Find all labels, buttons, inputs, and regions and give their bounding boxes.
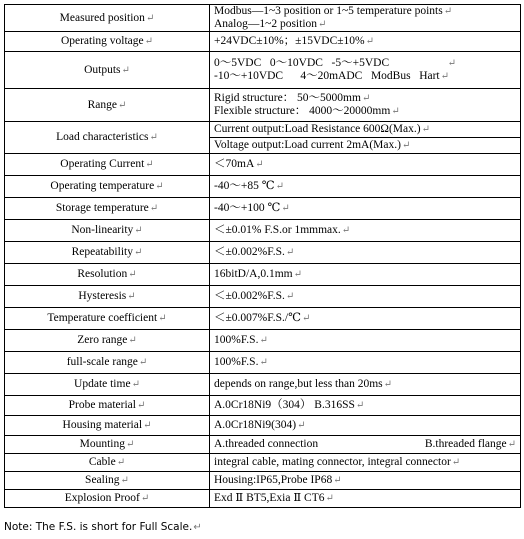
row-label: Non-linearity↵ (5, 220, 210, 242)
row-label: Probe material↵ (5, 396, 210, 416)
table-row (5, 330, 521, 352)
table-row (5, 198, 521, 220)
row-label: Operating Current↵ (5, 154, 210, 176)
table-row (5, 490, 521, 508)
row-label: Hysteresis↵ (5, 286, 210, 308)
table-row (5, 352, 521, 374)
row-label: Cable↵ (5, 454, 210, 472)
table-row (5, 472, 521, 490)
row-value: +24VDC±10%；±15VDC±10%↵ (210, 32, 521, 52)
row-value: integral cable, mating connector, integral connector↵ (210, 454, 521, 472)
row-label: Outputs↵ (5, 52, 210, 89)
row-label: Operating voltage↵ (5, 32, 210, 52)
row-label: Mounting↵ (5, 436, 210, 454)
row-label: Storage temperature↵ (5, 198, 210, 220)
table-row (5, 52, 521, 89)
row-value: Exd Ⅱ BT5,Exia Ⅱ CT6↵ (210, 490, 521, 508)
table-row (5, 308, 521, 330)
row-value: depends on range,but less than 20ms↵ (210, 374, 521, 396)
table-row (5, 220, 521, 242)
row-label: Temperature coefficient↵ (5, 308, 210, 330)
table-row (5, 374, 521, 396)
row-label: Housing material↵ (5, 416, 210, 436)
table-row (5, 286, 521, 308)
table-row (5, 396, 521, 416)
row-value: ＜±0.002%F.S.↵ (210, 242, 521, 264)
row-value: -40～+100 ℃↵ (210, 198, 521, 220)
table-row (5, 436, 521, 454)
row-label: Update time↵ (5, 374, 210, 396)
row-value: ＜±0.007%F.S./℃↵ (210, 308, 521, 330)
row-value: A.0Cr18Ni9(304)↵ (210, 416, 521, 436)
row-value: ＜70mA↵ (210, 154, 521, 176)
specification-table (4, 4, 521, 508)
row-value: Housing:IP65,Probe IP68↵ (210, 472, 521, 490)
row-value: 100%F.S.↵ (210, 352, 521, 374)
row-value: -40～+85 ℃↵ (210, 176, 521, 198)
row-value: A.threaded connection B.threaded flange↵ (210, 436, 521, 454)
table-row (5, 264, 521, 286)
table-row (5, 242, 521, 264)
row-label: Range↵ (5, 89, 210, 122)
row-value: Current output:Load Resistance 600Ω(Max.)↵ (210, 122, 521, 138)
row-label: Explosion Proof↵ (5, 490, 210, 508)
table-row (5, 5, 521, 32)
row-value: A.0Cr18Ni9（304） B.316SS↵ (210, 396, 521, 416)
table-row (5, 176, 521, 198)
row-value: ＜±0.01% F.S.or 1mmmax.↵ (210, 220, 521, 242)
table-row (5, 32, 521, 52)
table-row (5, 122, 521, 138)
table-row (5, 89, 521, 122)
row-value: ＜±0.002%F.S.↵ (210, 286, 521, 308)
row-label: Zero range↵ (5, 330, 210, 352)
row-label: Sealing↵ (5, 472, 210, 490)
row-label: Measured position↵ (5, 5, 210, 32)
row-label: Repeatability↵ (5, 242, 210, 264)
table-row (5, 154, 521, 176)
table-row (5, 454, 521, 472)
row-value: 100%F.S.↵ (210, 330, 521, 352)
row-value: Modbus—1~3 position or 1~5 temperature points↵ Analog—1~2 position↵ (210, 5, 521, 32)
footnote: Note: The F.S. is short for Full Scale.↵ (4, 521, 202, 533)
row-value: 0～5VDC 0～10VDC -5～+5VDC ↵ -10～+10VDC 4～20mADC ModBus Hart↵ (210, 52, 521, 89)
row-label: Operating temperature↵ (5, 176, 210, 198)
row-label: Load characteristics↵ (5, 122, 210, 154)
row-label: full-scale range↵ (5, 352, 210, 374)
row-value: Rigid structure： 50～5000mm↵ Flexible structure： 4000～20000mm↵ (210, 89, 521, 122)
row-value: 16bitD/A,0.1mm↵ (210, 264, 521, 286)
row-label: Resolution↵ (5, 264, 210, 286)
table-row (5, 416, 521, 436)
row-value: Voltage output:Load current 2mA(Max.)↵ (210, 138, 521, 154)
